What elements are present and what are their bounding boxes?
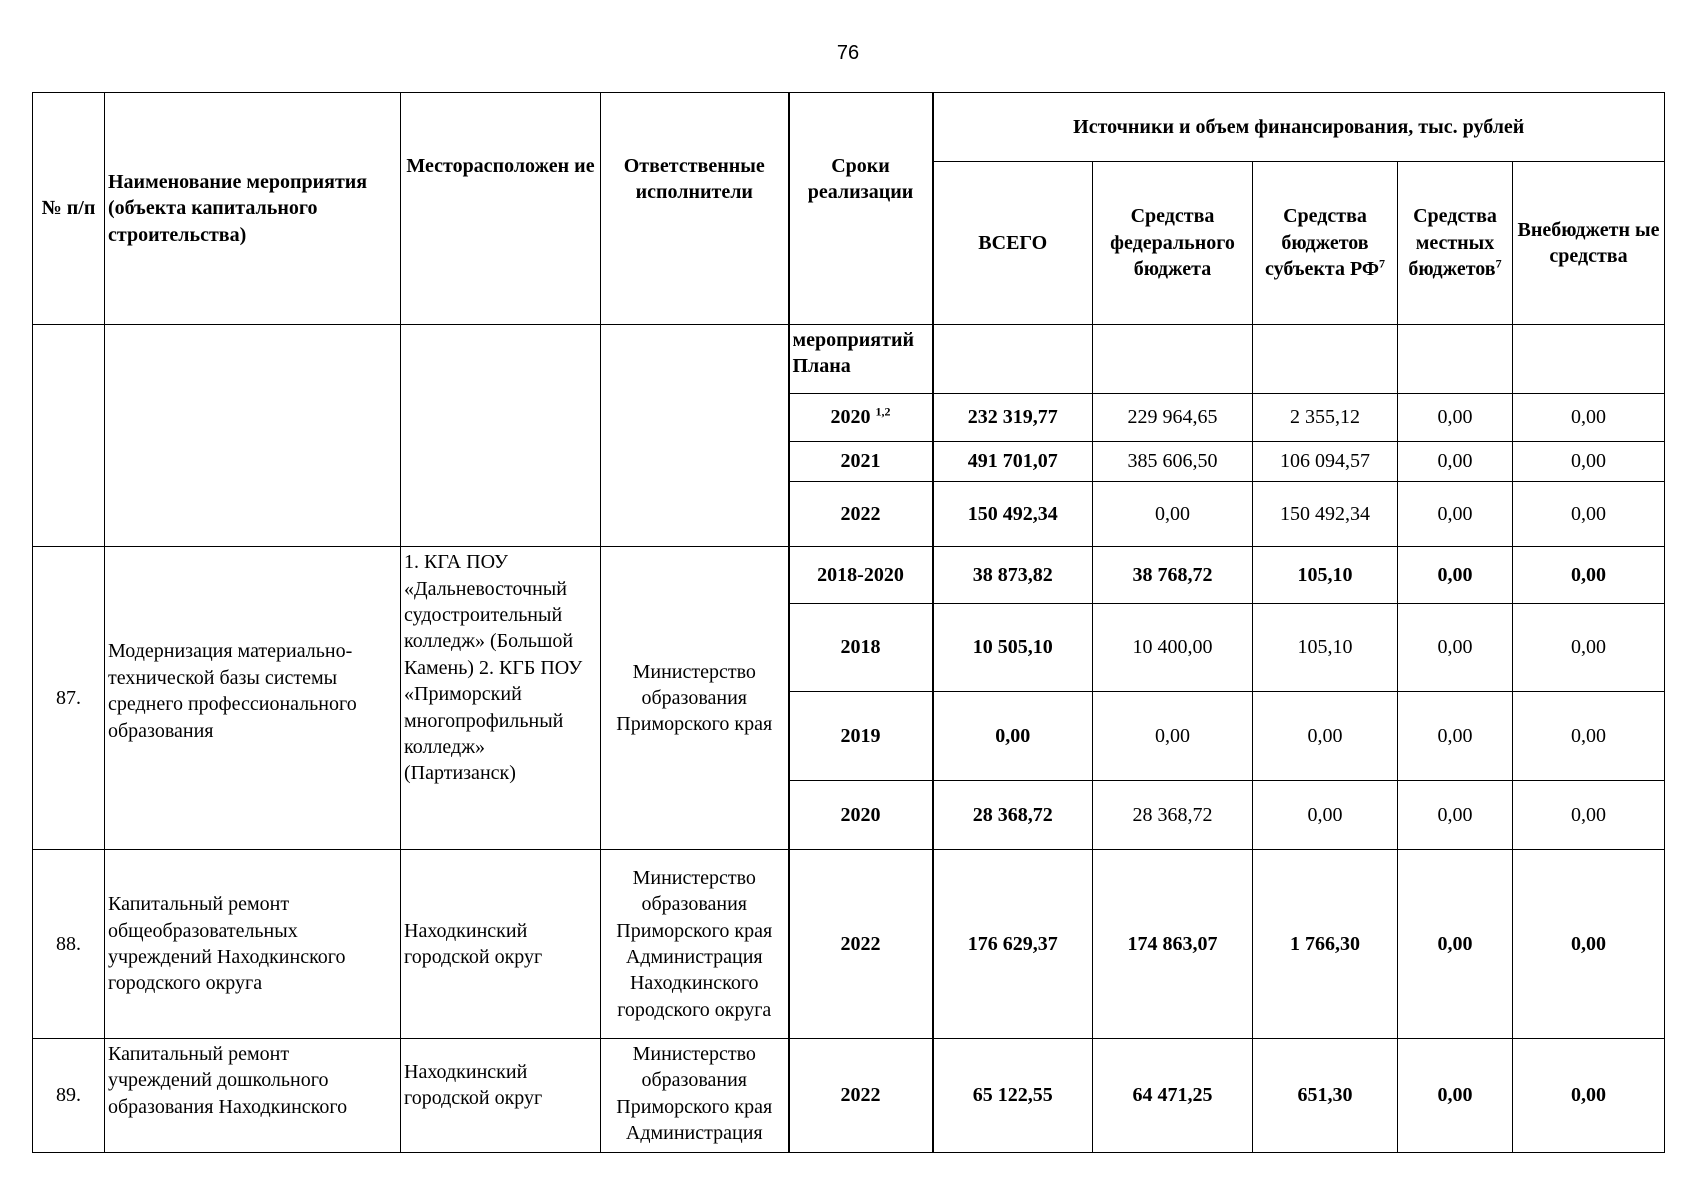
federal-cell: 229 964,65 [1093,393,1253,441]
header-responsible: Ответственные исполнители [601,93,789,325]
extra-cell: 0,00 [1513,604,1665,691]
event-location: Находкинский городской округ [401,850,601,1039]
local-cell: 0,00 [1398,850,1513,1039]
federal-cell: 28 368,72 [1093,780,1253,849]
local-cell: 0,00 [1398,780,1513,849]
term-cell: 2022 [789,1039,933,1153]
total-cell: 65 122,55 [933,1039,1093,1153]
event-location: Находкинский городской округ [401,1039,601,1153]
local-cell: 0,00 [1398,1039,1513,1153]
extra-cell: 0,00 [1513,393,1665,441]
subject-cell: 105,10 [1253,604,1398,691]
subject-cell: 106 094,57 [1253,441,1398,482]
event-responsible: Министерство образования Приморского края Администрация [601,1039,789,1153]
cell [1513,324,1665,393]
total-cell: 150 492,34 [933,482,1093,547]
federal-cell: 0,00 [1093,482,1253,547]
subject-cell: 105,10 [1253,547,1398,604]
cont-term-label: мероприятий Плана [789,324,933,393]
header-num: № п/п [33,93,105,325]
local-cell: 0,00 [1398,604,1513,691]
subject-cell: 0,00 [1253,780,1398,849]
table-row [33,850,1665,1039]
extra-cell: 0,00 [1513,441,1665,482]
header-total: ВСЕГО [933,162,1093,325]
header-subject-text: Средства бюджетов субъекта РФ [1264,205,1380,281]
header-extra: Внебюджетн ые средства [1513,162,1665,325]
term-cell: 2021 [789,441,933,482]
header-terms: Сроки реализации [789,93,933,325]
header-location: Месторасположен ие [401,93,601,325]
term-cell [789,393,933,441]
event-responsible: Министерство образования Приморского края [601,547,789,850]
extra-cell: 0,00 [1513,850,1665,1039]
extra-cell: 0,00 [1513,1039,1665,1153]
local-cell: 0,00 [1398,441,1513,482]
header-federal: Средства федерального бюджета [1093,162,1253,325]
term-cell: 2022 [789,482,933,547]
total-cell: 176 629,37 [933,850,1093,1039]
federal-cell: 385 606,50 [1093,441,1253,482]
subject-cell: 0,00 [1253,691,1398,780]
cont-name [105,324,401,547]
subject-cell: 1 766,30 [1253,850,1398,1039]
local-cell: 0,00 [1398,482,1513,547]
cont-location [401,324,601,547]
cell [1093,324,1253,393]
local-cell: 0,00 [1398,547,1513,604]
term-cell: 2018-2020 [789,547,933,604]
federal-cell: 10 400,00 [1093,604,1253,691]
header-subject [1253,162,1398,325]
cell [933,324,1093,393]
total-cell: 38 873,82 [933,547,1093,604]
term-cell: 2022 [789,850,933,1039]
local-cell: 0,00 [1398,393,1513,441]
term-cell: 2018 [789,604,933,691]
cont-num [33,324,105,547]
federal-cell: 64 471,25 [1093,1039,1253,1153]
federal-cell: 174 863,07 [1093,850,1253,1039]
total-cell: 10 505,10 [933,604,1093,691]
header-local-text: Средства местных бюджетов [1408,205,1497,281]
extra-cell: 0,00 [1513,780,1665,849]
cont-responsible [601,324,789,547]
term-cell: 2019 [789,691,933,780]
term-text: 2020 [830,405,871,428]
extra-cell: 0,00 [1513,547,1665,604]
total-cell: 491 701,07 [933,441,1093,482]
extra-cell: 0,00 [1513,691,1665,780]
subject-cell: 150 492,34 [1253,482,1398,547]
term-footnote: 1,2 [875,404,891,419]
local-cell: 0,00 [1398,691,1513,780]
table-row [33,1039,1665,1153]
event-name: Капитальный ремонт общеобразовательных учреждений Находкинского городского округа [105,850,401,1039]
term-cell: 2020 [789,780,933,849]
extra-cell: 0,00 [1513,482,1665,547]
total-cell: 28 368,72 [933,780,1093,849]
header-row-1 [33,93,1665,162]
page-number: 76 [836,42,860,64]
total-cell: 0,00 [933,691,1093,780]
subject-cell: 651,30 [1253,1039,1398,1153]
subject-cell: 2 355,12 [1253,393,1398,441]
event-name: Капитальный ремонт учреждений дошкольного образования Находкинского [105,1039,401,1153]
row-number: 87. [33,547,105,850]
table-row [33,547,1665,604]
event-name: Модернизация материально-технической базы системы среднего профессионального образования [105,547,401,850]
header-local-footnote: 7 [1495,256,1502,271]
header-funding: Источники и объем финансирования, тыс. рублей [933,93,1665,162]
event-location: 1. КГА ПОУ «Дальневосточный судостроительный колледж» (Большой Камень) 2. КГБ ПОУ «Приморский многопрофильный колледж» (Партизанск) [401,547,601,850]
table-row [33,324,1665,393]
federal-cell: 0,00 [1093,691,1253,780]
financing-table [32,92,1665,1153]
header-subject-footnote: 7 [1379,256,1386,271]
cell [1253,324,1398,393]
federal-cell: 38 768,72 [1093,547,1253,604]
header-name: Наименование мероприятия (объекта капитального строительства) [105,93,401,325]
header-local [1398,162,1513,325]
cell [1398,324,1513,393]
event-responsible: Министерство образования Приморского края Администрация Находкинского городского округа [601,850,789,1039]
row-number: 89. [33,1039,105,1153]
row-number: 88. [33,850,105,1039]
total-cell: 232 319,77 [933,393,1093,441]
